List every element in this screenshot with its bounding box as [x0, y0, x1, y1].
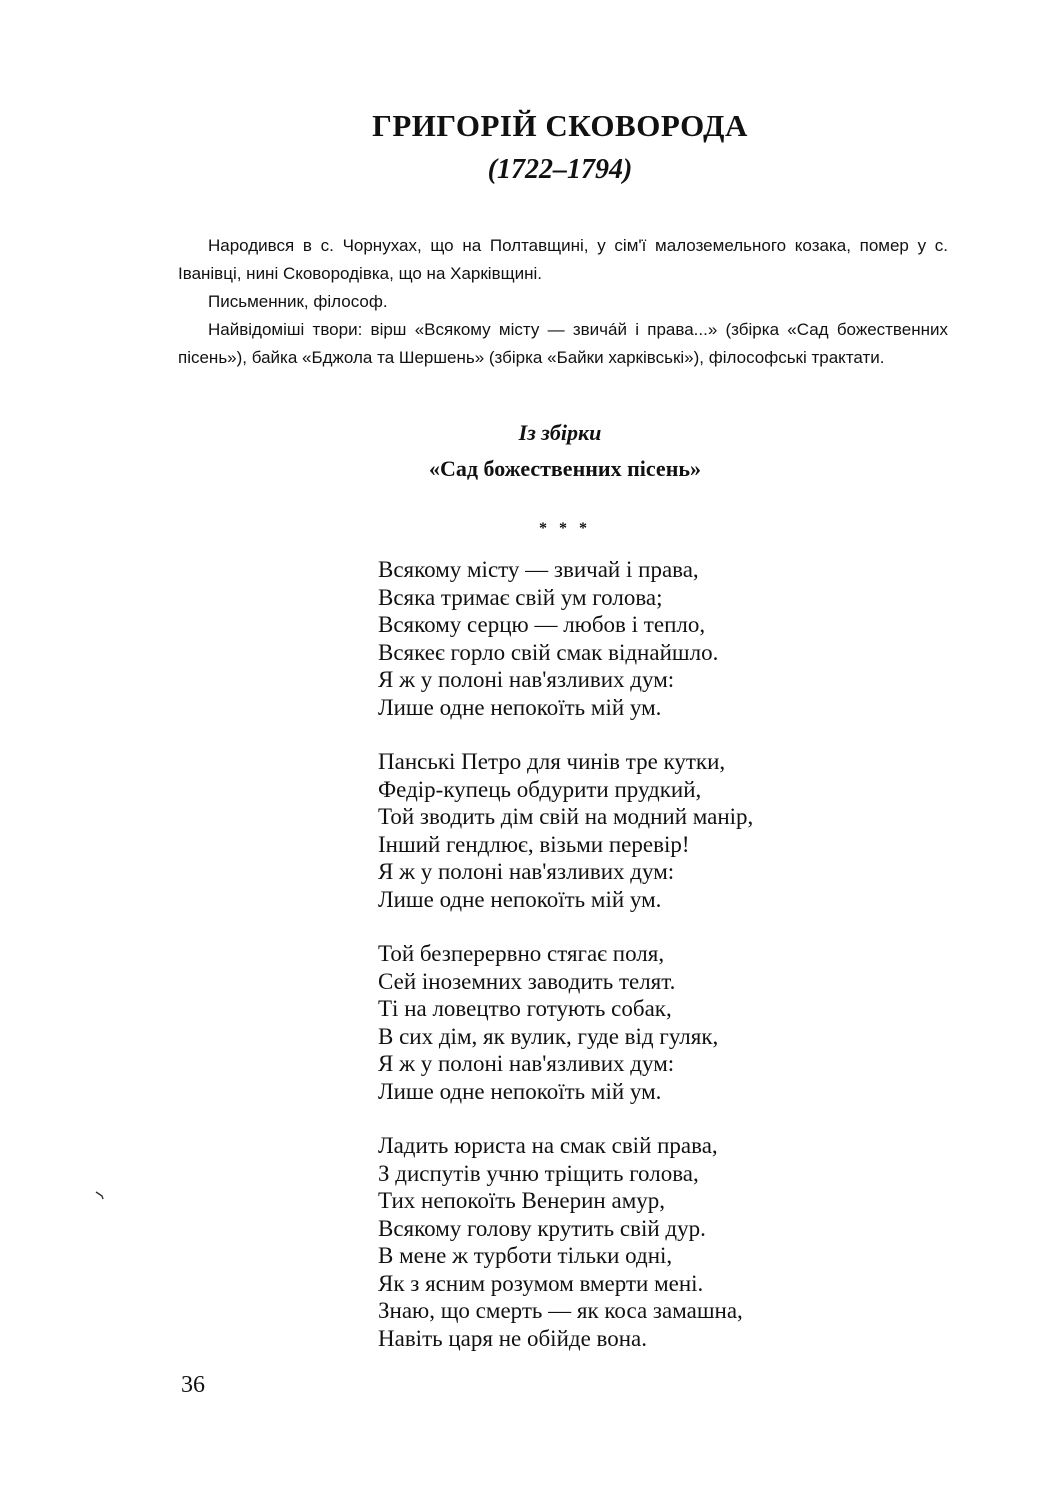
author-title: ГРИГОРІЙ СКОВОРОДА [372, 108, 748, 143]
poem [378, 556, 938, 1379]
poem-line: Тих непокоїть Венерин амур, [378, 1188, 665, 1213]
poem-line: Той безперервно стягає поля, [378, 941, 665, 966]
poem-stanza-3 [378, 940, 938, 1105]
poem-line: Я ж у полоні нав'язливих дум: [378, 859, 675, 884]
bio-paragraph-occupation: Письменник, філософ. [208, 292, 388, 311]
poem-line: Сей іноземних заводить телят. [378, 968, 676, 994]
collection-intro: Із збірки [518, 420, 602, 445]
poem-line: Я ж у полоні нав'язливих дум: [378, 667, 675, 692]
poem-line: Всякому голову крутить свій дур. [378, 1215, 706, 1241]
poem-line: Всякому серцю — любов і тепло, [378, 612, 706, 637]
poem-line: Лише одне непокоїть мій ум. [378, 694, 662, 720]
poem-line: Інший гендлює, візьми перевір! [378, 831, 690, 857]
poem-line: Навіть царя не обійде вона. [378, 1325, 648, 1351]
poem-line: Той зводить дім свій на модний манір, [378, 804, 754, 829]
bio-paragraph-birth: Народився в с. Чорнухах, що на Полтавщині, у сім'ї малоземельного козака, помер у с. Іванівці, нині Сковородівка, що на Харківщині. [178, 236, 948, 283]
author-dates: (1722–1794) [487, 154, 633, 185]
poem-line: Знаю, що смерть — як коса замашна, [378, 1298, 743, 1323]
poem-stanza-4 [378, 1132, 938, 1352]
poem-line: Лише одне непокоїть мій ум. [378, 1078, 662, 1104]
poem-line: Як з ясним розумом вмерти мені. [378, 1270, 704, 1296]
poem-line: З диспутів учню тріщить голова, [378, 1160, 699, 1186]
poem-line: Всяка тримає свій ум голова; [378, 584, 663, 610]
poem-line: Панські Петро для чинів тре кутки, [378, 749, 726, 774]
bio-paragraph-works: Найвідоміші твори: вірш «Всякому місту — звичáй і права...» (збірка «Сад божественних пісень»), байка «Бджола та Шершень» (збірка «Байки харківські»), філософські трактати. [178, 320, 948, 367]
poem-stanza-1 [378, 556, 938, 721]
poem-line: Ті на ловецтво готують собак, [378, 996, 672, 1021]
page-number: 36 [181, 1372, 205, 1398]
poem-line: В сих дім, як вулик, гуде від гуляк, [378, 1023, 719, 1049]
poem-line: В мене ж турботи тільки одні, [378, 1243, 673, 1268]
poem-stanza-2 [378, 748, 938, 913]
ink-speck-mark [95, 1190, 105, 1200]
poem-line: Я ж у полоні нав'язливих дум: [378, 1051, 675, 1076]
biography [178, 232, 948, 372]
poem-line: Лише одне непокоїть мій ум. [378, 886, 662, 912]
poem-line: Всякеє горло свій смак віднайшло. [378, 639, 719, 665]
poem-line: Ладить юриста на смак свій права, [378, 1133, 718, 1158]
poem-separator: * * * [539, 520, 591, 537]
collection-title: «Сад божественних пісень» [428, 456, 701, 481]
poem-line: Всякому місту — звичай і права, [378, 557, 699, 582]
poem-line: Федір-купець обдурити прудкий, [378, 776, 702, 802]
